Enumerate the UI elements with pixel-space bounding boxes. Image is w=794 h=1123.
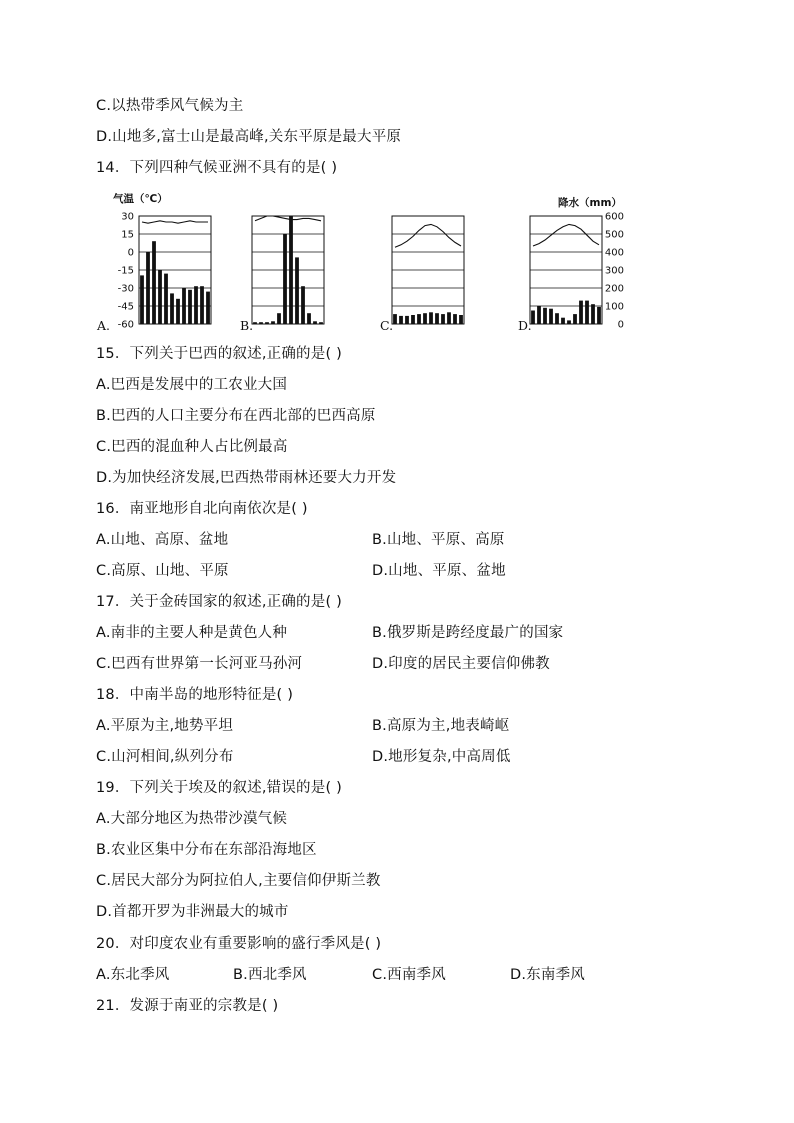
climate-panel-c (380, 216, 464, 333)
option-q17-b: B.俄罗斯是跨经度最广的国家 (372, 625, 564, 641)
precipitation-bar (259, 322, 263, 324)
precipitation-bar (188, 290, 192, 324)
precipitation-bar (152, 241, 156, 324)
precipitation-bar (417, 314, 421, 324)
precipitation-bar (170, 293, 174, 324)
precipitation-bar (176, 299, 180, 324)
temperature-tick-label: 30 (121, 211, 134, 223)
question-14: 14．下列四种气候亚洲不具有的是( ) (96, 160, 338, 176)
temperature-line (533, 224, 599, 246)
precipitation-bar (543, 308, 547, 324)
precipitation-axis-ticks (605, 212, 624, 331)
precipitation-bar (459, 315, 463, 324)
precipitation-bar (158, 270, 162, 324)
precipitation-bar (253, 322, 257, 324)
precipitation-bar (591, 304, 595, 324)
precipitation-bar (146, 252, 150, 324)
option-q15-a: A.巴西是发展中的工农业大国 (96, 377, 288, 393)
option-q16-a: A.山地、高原、盆地 (96, 532, 229, 548)
option-q13-d: D.山地多,富士山是最高峰,关东平原是最大平原 (96, 129, 402, 145)
precipitation-tick-label: 0 (617, 319, 624, 331)
precipitation-bar (295, 257, 299, 324)
precipitation-bar (182, 288, 186, 324)
precipitation-bar (561, 318, 565, 324)
panel-label: A. (97, 318, 111, 333)
climate-panel-d (518, 216, 602, 333)
option-q18-b: B.高原为主,地表崎岖 (372, 718, 510, 734)
option-q16-d: D.山地、平原、盆地 (372, 563, 506, 579)
precipitation-bar (289, 216, 293, 324)
precipitation-bar (573, 314, 577, 324)
question-15: 15．下列关于巴西的叙述,正确的是( ) (96, 346, 342, 362)
precipitation-tick-label: 600 (604, 211, 624, 223)
temperature-tick-label: 15 (121, 229, 134, 241)
option-q15-d: D.为加快经济发展,巴西热带雨林还要大力开发 (96, 470, 397, 486)
temperature-tick-label: -15 (117, 265, 134, 277)
precipitation-bar (283, 234, 287, 324)
precipitation-bar (597, 307, 601, 324)
precipitation-bar (531, 311, 535, 325)
option-q17-c: C.巴西有世界第一长河亚马孙河 (96, 656, 303, 672)
option-q16-b: B.山地、平原、高原 (372, 532, 505, 548)
precipitation-bar (567, 320, 571, 324)
climate-panel-b (240, 216, 324, 333)
precipitation-bar (313, 321, 317, 324)
temperature-line (255, 216, 321, 221)
precipitation-bar (140, 275, 144, 324)
panel-label: C. (380, 318, 394, 333)
precipitation-bar (399, 316, 403, 324)
precipitation-bar (447, 312, 451, 324)
precipitation-bar (429, 312, 433, 324)
precipitation-bar (265, 322, 269, 324)
precipitation-bar (301, 286, 305, 324)
temperature-axis-ticks (118, 212, 134, 331)
option-q15-b: B.巴西的人口主要分布在西北部的巴西高原 (96, 408, 376, 424)
option-q19-c: C.居民大部分为阿拉伯人,主要信仰伊斯兰教 (96, 873, 381, 889)
option-q16-c: C.高原、山地、平原 (96, 563, 229, 579)
precipitation-bar (200, 286, 204, 324)
question-21: 21．发源于南亚的宗教是( ) (96, 998, 279, 1014)
precipitation-bar (579, 301, 583, 324)
question-16: 16．南亚地形自北向南依次是( ) (96, 501, 308, 517)
option-q19-d: D.首都开罗为非洲最大的城市 (96, 904, 289, 920)
precipitation-bar (549, 309, 553, 324)
temperature-tick-label: -45 (117, 301, 134, 313)
precipitation-tick-label: 500 (604, 229, 624, 241)
option-q20-a: A.东北季风 (96, 967, 170, 983)
option-q20-d: D.东南季风 (510, 967, 585, 983)
option-q17-d: D.印度的居民主要信仰佛教 (372, 656, 550, 672)
precipitation-bar (194, 286, 198, 324)
temperature-line (395, 224, 461, 247)
precipitation-bar (441, 314, 445, 324)
precipitation-bar (319, 322, 323, 324)
precipitation-bar (405, 316, 409, 324)
precipitation-bar (271, 321, 275, 324)
precipitation-axis-title: 降水（mm） (558, 197, 622, 209)
precipitation-bar (537, 306, 541, 324)
climate-charts-figure (90, 190, 630, 335)
option-q17-a: A.南非的主要人种是黄色人种 (96, 625, 288, 641)
precipitation-tick-label: 100 (604, 301, 624, 313)
precipitation-bar (423, 313, 427, 324)
option-q19-b: B.农业区集中分布在东部沿海地区 (96, 842, 317, 858)
precipitation-bar (585, 301, 589, 324)
question-17: 17．关于金砖国家的叙述,正确的是( ) (96, 594, 342, 610)
precipitation-tick-label: 300 (604, 265, 624, 277)
panel-label: D. (518, 318, 532, 333)
precipitation-tick-label: 200 (604, 283, 624, 295)
panel-label: B. (240, 318, 254, 333)
option-q13-c: C.以热带季风气候为主 (96, 98, 244, 114)
temperature-tick-label: -60 (117, 319, 134, 331)
option-q18-c: C.山河相间,纵列分布 (96, 749, 234, 765)
option-q19-a: A.大部分地区为热带沙漠气候 (96, 811, 288, 827)
precipitation-bar (453, 314, 457, 324)
precipitation-bar (307, 313, 311, 324)
climate-panel-a (96, 216, 211, 333)
option-q18-a: A.平原为主,地势平坦 (96, 718, 234, 734)
precipitation-bar (435, 313, 439, 324)
precipitation-bar (411, 315, 415, 324)
option-q20-b: B.西北季风 (233, 967, 307, 983)
precipitation-bar (206, 292, 210, 324)
climate-charts-svg (90, 190, 630, 335)
option-q20-c: C.西南季风 (372, 967, 446, 983)
option-q15-c: C.巴西的混血种人占比例最高 (96, 439, 288, 455)
question-18: 18．中南半岛的地形特征是( ) (96, 687, 294, 703)
precipitation-bar (555, 313, 559, 324)
precipitation-bar (164, 274, 168, 324)
temperature-axis-title: 气温（℃） (113, 193, 168, 205)
precipitation-tick-label: 400 (604, 247, 624, 259)
precipitation-bar (393, 314, 397, 324)
precipitation-bar (277, 313, 281, 324)
question-20: 20．对印度农业有重要影响的盛行季风是( ) (96, 936, 382, 952)
climate-panels (96, 216, 602, 333)
temperature-line (142, 221, 208, 223)
temperature-tick-label: -30 (117, 283, 134, 295)
temperature-tick-label: 0 (127, 247, 134, 259)
option-q18-d: D.地形复杂,中高周低 (372, 749, 511, 765)
question-19: 19．下列关于埃及的叙述,错误的是( ) (96, 780, 342, 796)
